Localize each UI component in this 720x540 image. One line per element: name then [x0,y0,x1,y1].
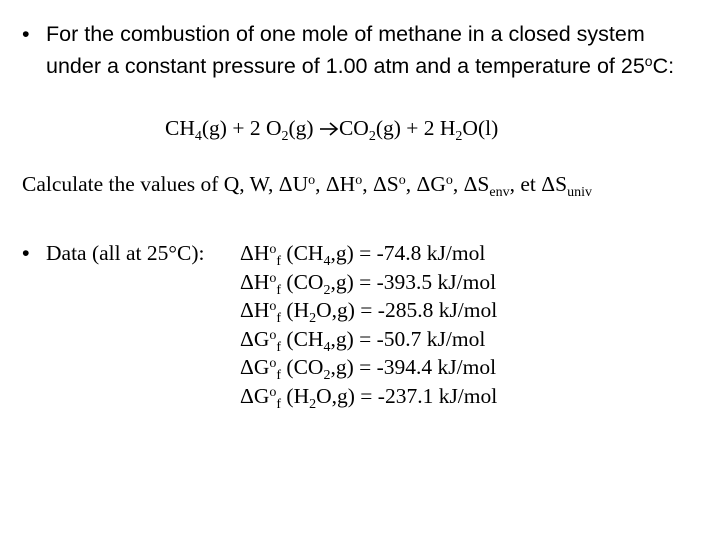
intro-line-2 [46,54,674,78]
row-symbol: ΔG [240,383,270,408]
row-species-sub: 4 [323,339,331,355]
calc-deg-s: o [398,173,406,188]
calc-text-f: , et ΔS [509,172,568,196]
row-species: (H [281,383,310,408]
row-formation-sub: f [276,254,282,269]
eq-co-sub: 2 [368,129,376,144]
eq-part-1: (g) + 2 O [201,116,282,140]
row-formation-sub: f [276,282,282,298]
calc-text-c: , ΔS [362,172,399,196]
row-species: (CO [281,269,324,294]
row-formation-sub: f [276,396,282,412]
row-symbol: ΔH [240,298,270,322]
eq-ch-sub: 4 [194,129,202,144]
calc-deg-g: o [445,173,453,188]
data-row [240,355,497,383]
reaction-equation [165,116,499,144]
row-degree: o [269,327,277,343]
right-arrow-icon [319,121,339,137]
data-row [240,383,498,412]
row-value: ,g) = -74.8 kJ/mol [330,241,486,265]
data-label: Data (all at 25°C): [46,241,205,265]
calc-text-e: , ΔS [452,172,490,196]
row-value: ,g) = -393.5 kJ/mol [330,269,497,294]
row-degree: o [269,242,277,257]
row-symbol: ΔH [240,269,270,294]
eq-part-2: (g) [288,116,319,140]
row-formation-sub: f [276,368,282,383]
row-degree: o [269,356,277,371]
eq-h-sub: 2 [455,129,463,144]
row-species: (H [281,298,310,322]
data-row [240,241,486,269]
row-species-sub: 2 [309,396,317,412]
row-formation-sub: f [276,339,282,355]
intro-line-1: For the combustion of one mole of methane in a closed system [46,22,645,46]
bullet-1: • [22,22,30,46]
row-value: O,g) = -237.1 kJ/mol [316,383,498,408]
calc-text-a: Calculate the values of Q, W, ΔU [22,172,309,196]
data-row [240,269,497,298]
intro-line-2-text: under a constant pressure of 1.00 atm and a temperature of 25 [46,54,645,78]
row-species-sub: 2 [323,282,331,298]
row-species: (CO [281,355,324,379]
degree-symbol: o [644,53,653,69]
row-degree: o [269,299,277,314]
eq-part-4: O(l) [462,116,499,140]
row-degree: o [269,270,277,286]
bullet-2: • [22,241,30,265]
calculate-line [22,172,592,200]
row-value: O,g) = -285.8 kJ/mol [316,298,498,322]
data-row [240,298,498,326]
data-row [240,326,486,355]
calc-sub-univ: univ [567,185,592,200]
row-formation-sub: f [276,311,282,326]
intro-line-2-unit: C: [652,54,675,78]
eq-ch: CH [165,116,195,140]
row-species: (CH [281,326,324,351]
row-value: ,g) = -50.7 kJ/mol [330,326,486,351]
calc-text-d: , ΔG [405,172,446,196]
calc-sub-env: env [489,185,510,200]
row-symbol: ΔH [240,241,270,265]
eq-co: CO [338,116,369,140]
calc-deg-u: o [308,173,316,188]
row-species: (CH [281,241,324,265]
row-symbol: ΔG [240,355,270,379]
calc-text-b: , ΔH [315,172,356,196]
row-species-sub: 2 [309,311,317,326]
row-symbol: ΔG [240,326,270,351]
row-species-sub: 2 [323,368,331,383]
eq-part-3: (g) + 2 H [375,116,456,140]
row-degree: o [269,384,277,400]
eq-o-sub: 2 [281,129,289,144]
row-species-sub: 4 [323,254,331,269]
row-value: ,g) = -394.4 kJ/mol [330,355,497,379]
calc-deg-h: o [355,173,363,188]
